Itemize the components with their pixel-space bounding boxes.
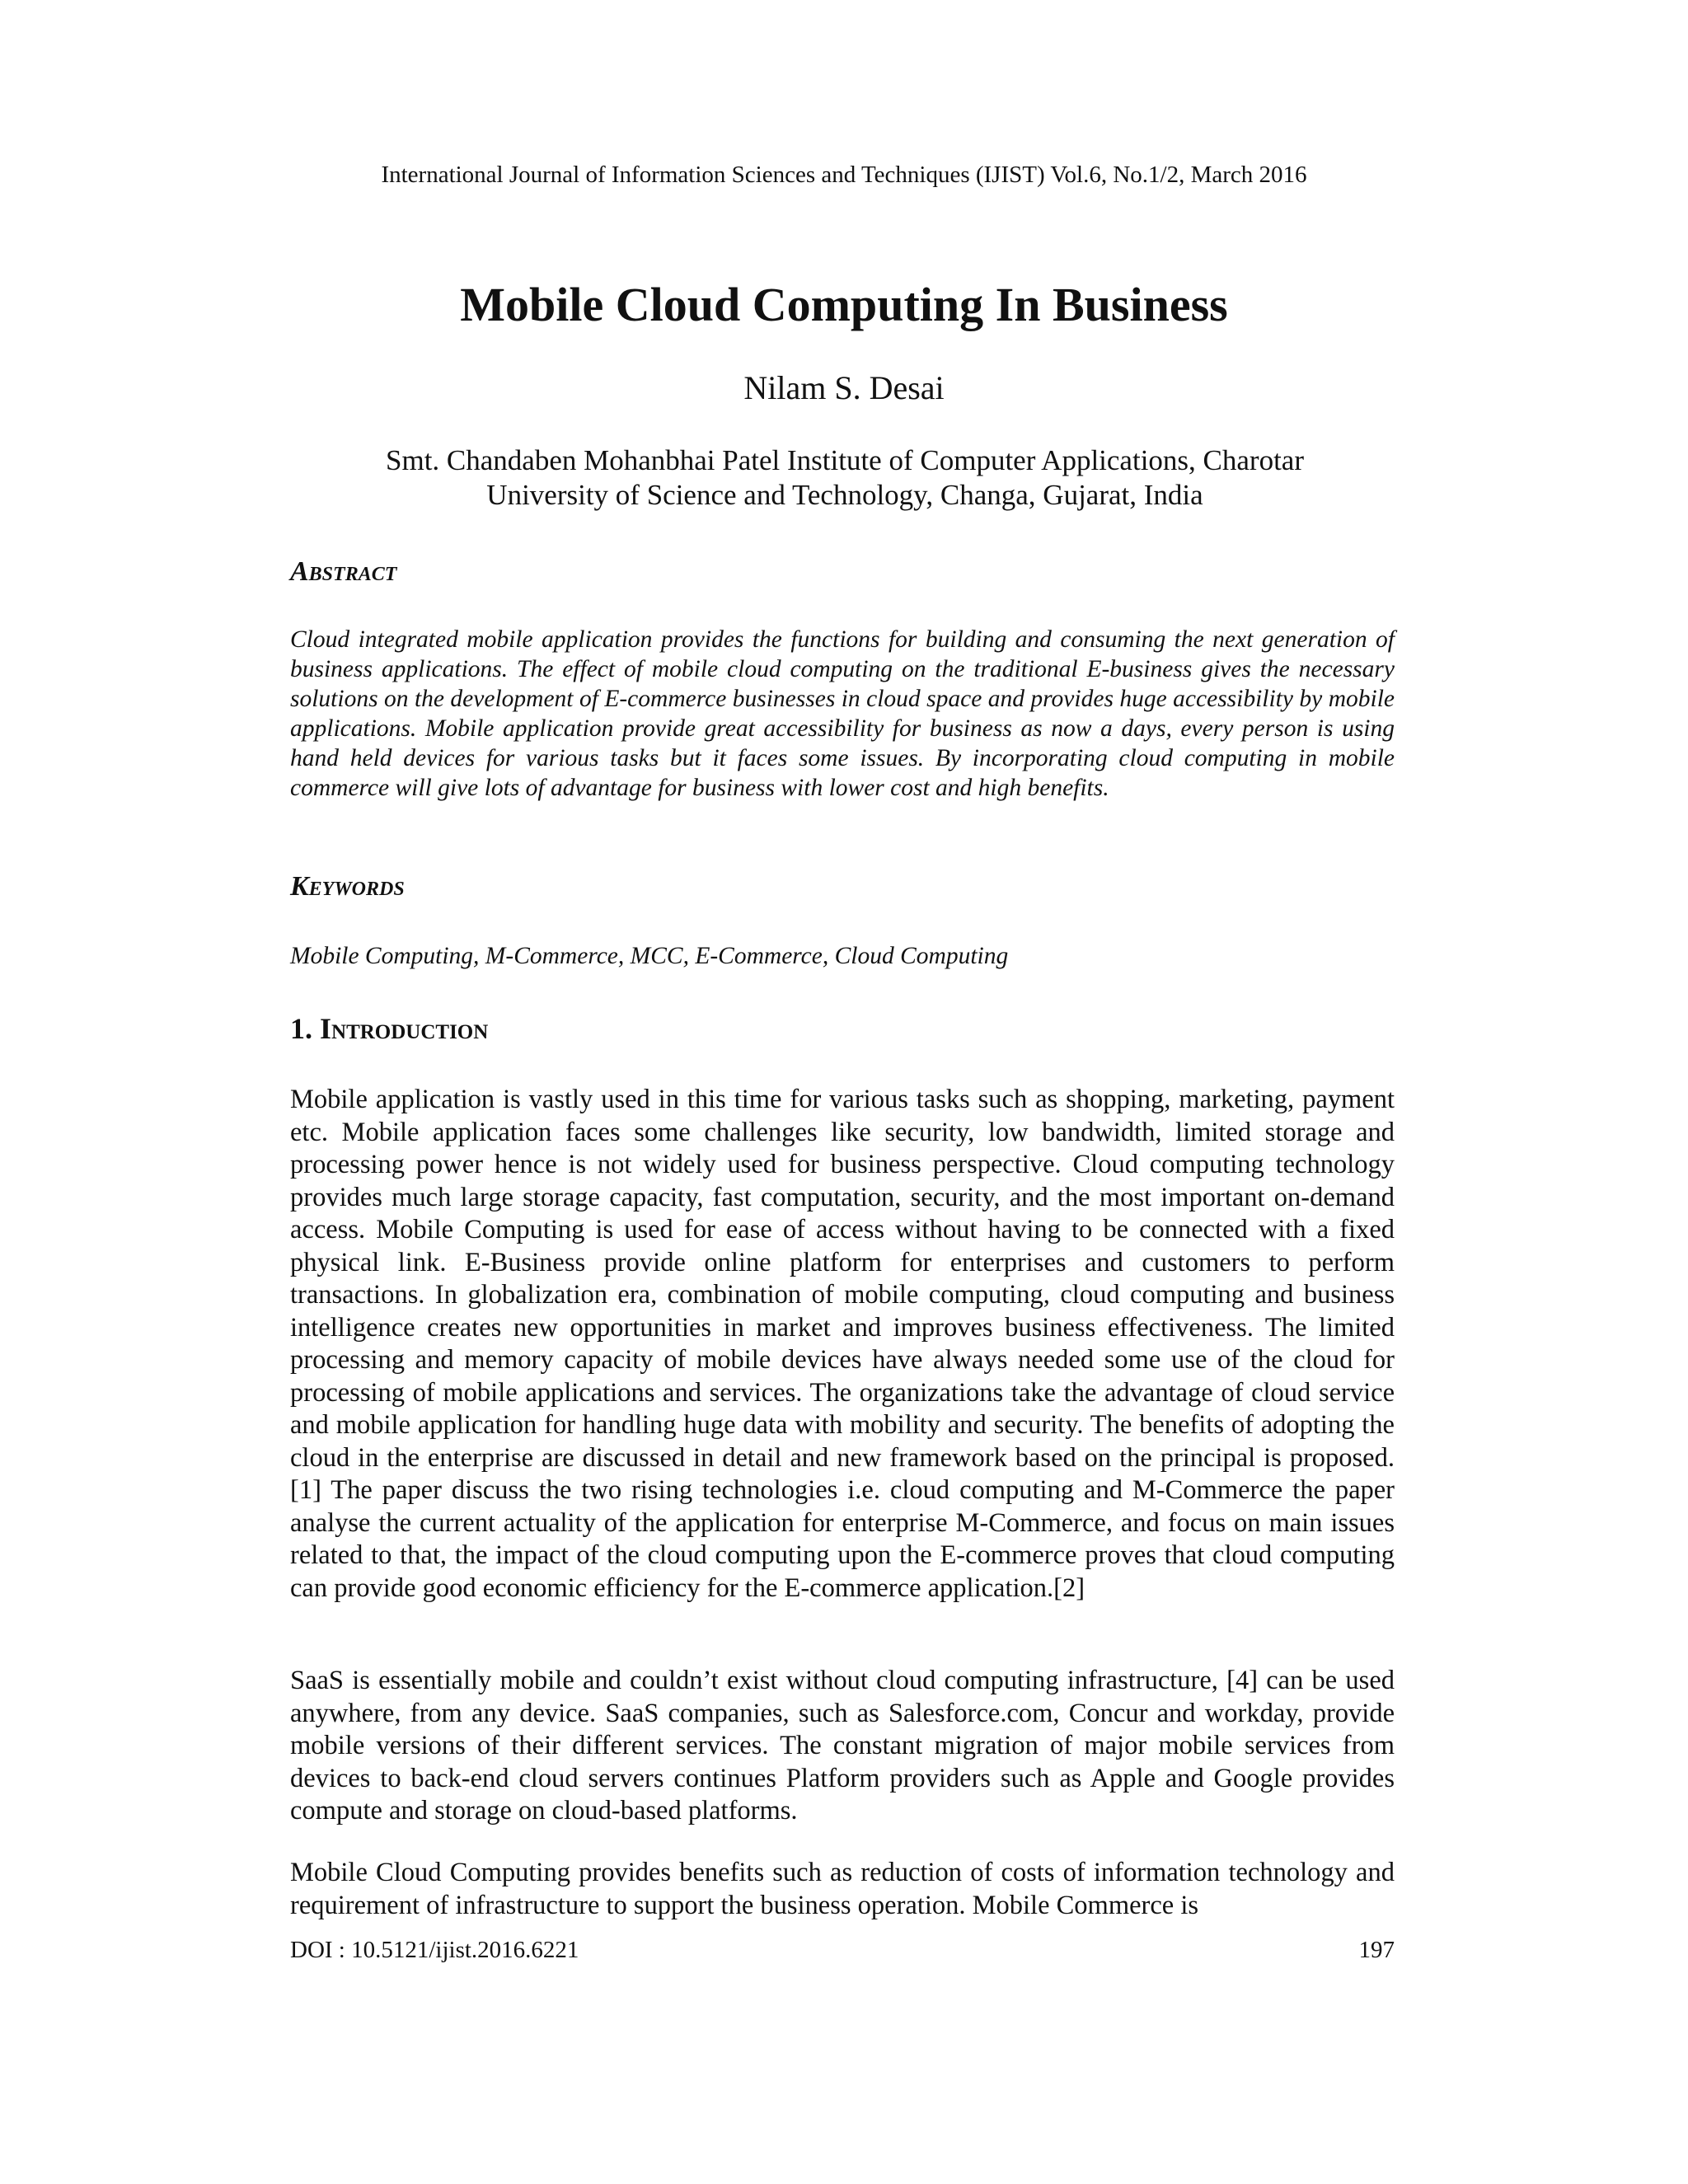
paragraph-text: Mobile application is vastly used in this time for various tasks such as shopping, marketing, payment etc. Mobile application faces some challenges like security, low bandwidth, limited storage and processing power hence is not widely used for business perspective. Cloud computing technology provides much large storage capacity, fast computation, security, and the most important on-demand access. Mobile Computing is used for ease of access without having to be connected with a fixed physical link. E-Business provide online platform for enterprises and customers to perform transactions. In globalization era, combination of mobile computing, cloud computing and business intelligence creates new opportunities in market and improves business effectiveness. The limited processing and memory capacity of mobile devices have always needed some use of the cloud for processing of mobile applications and services. The organizations take the advantage of cloud service and mobile application for handling huge data with mobility and security. The benefits of adopting the cloud in the enterprise are discussed in detail and new framework based on the principal is proposed. [1] The paper discuss the two rising technologies i.e. cloud computing and M-Commerce the paper analyse the current actuality of the application for enterprise M-Commerce, and focus on main issues related to that, the impact of the cloud computing upon the E-commerce proves that cloud computing can provide good economic efficiency for the E-commerce application.[2] [290, 1085, 1395, 1603]
author-name: Nilam S. Desai [743, 369, 945, 406]
introduction-paragraph-3 [290, 1857, 1395, 1922]
author-affiliation [330, 443, 1360, 513]
keywords-heading: Keywords [290, 871, 405, 902]
keywords-section [290, 869, 1395, 905]
paper-title: Mobile Cloud Computing In Business [460, 278, 1228, 331]
introduction-paragraph-1 [290, 1084, 1395, 1605]
keywords-text: Mobile Computing, M-Commerce, MCC, E-Commerce, Cloud Computing [290, 943, 1009, 969]
abstract-text: Cloud integrated mobile application provides the functions for building and consuming the next generation of business applications. The effect of mobile cloud computing on the traditional E-business gives the necessary solutions on the development of E-commerce businesses in cloud space and provides huge accessibility by mobile applications. Mobile application provide great accessibility for business as now a days, every person is using hand held devices for various tasks but it faces some issues. By incorporating cloud computing in mobile commerce will give lots of advantage for business with lower cost and high benefits. [290, 626, 1395, 801]
introduction-heading: 1. Introduction [290, 1012, 489, 1045]
abstract-section [290, 554, 1395, 590]
page-footer [290, 1935, 1395, 1965]
page-number: 197 [1358, 1937, 1395, 1963]
affiliation-line-2: University of Science and Technology, Changa, Gujarat, India [486, 479, 1203, 511]
paragraph-text: Mobile Cloud Computing provides benefits such as reduction of costs of information technology and requirement of infrastructure to support the business operation. Mobile Commerce is [290, 1858, 1395, 1920]
affiliation-line-1: Smt. Chandaben Mohanbhai Patel Institute of Computer Applications, Charotar [386, 444, 1304, 476]
abstract-body [290, 625, 1395, 803]
doi-text: DOI : 10.5121/ijist.2016.6221 [290, 1937, 579, 1963]
abstract-heading: Abstract [290, 556, 397, 587]
paragraph-text: SaaS is essentially mobile and couldn’t exist without cloud computing infrastructure, [4] can be used anywhere, from any device. SaaS companies, such as Salesforce.com, Concur and workday, provide mobile versions of their different services. The constant migration of major mobile services from devices to back-end cloud servers continues Platform providers such as Apple and Google provides compute and storage on cloud-based platforms. [290, 1666, 1395, 1825]
keywords-body [290, 941, 1395, 971]
introduction-section [290, 1010, 1395, 1047]
introduction-paragraph-2 [290, 1665, 1395, 1828]
running-header: International Journal of Information Sciences and Techniques (IJIST) Vol.6, No.1/2, March 2016 [381, 162, 1307, 188]
